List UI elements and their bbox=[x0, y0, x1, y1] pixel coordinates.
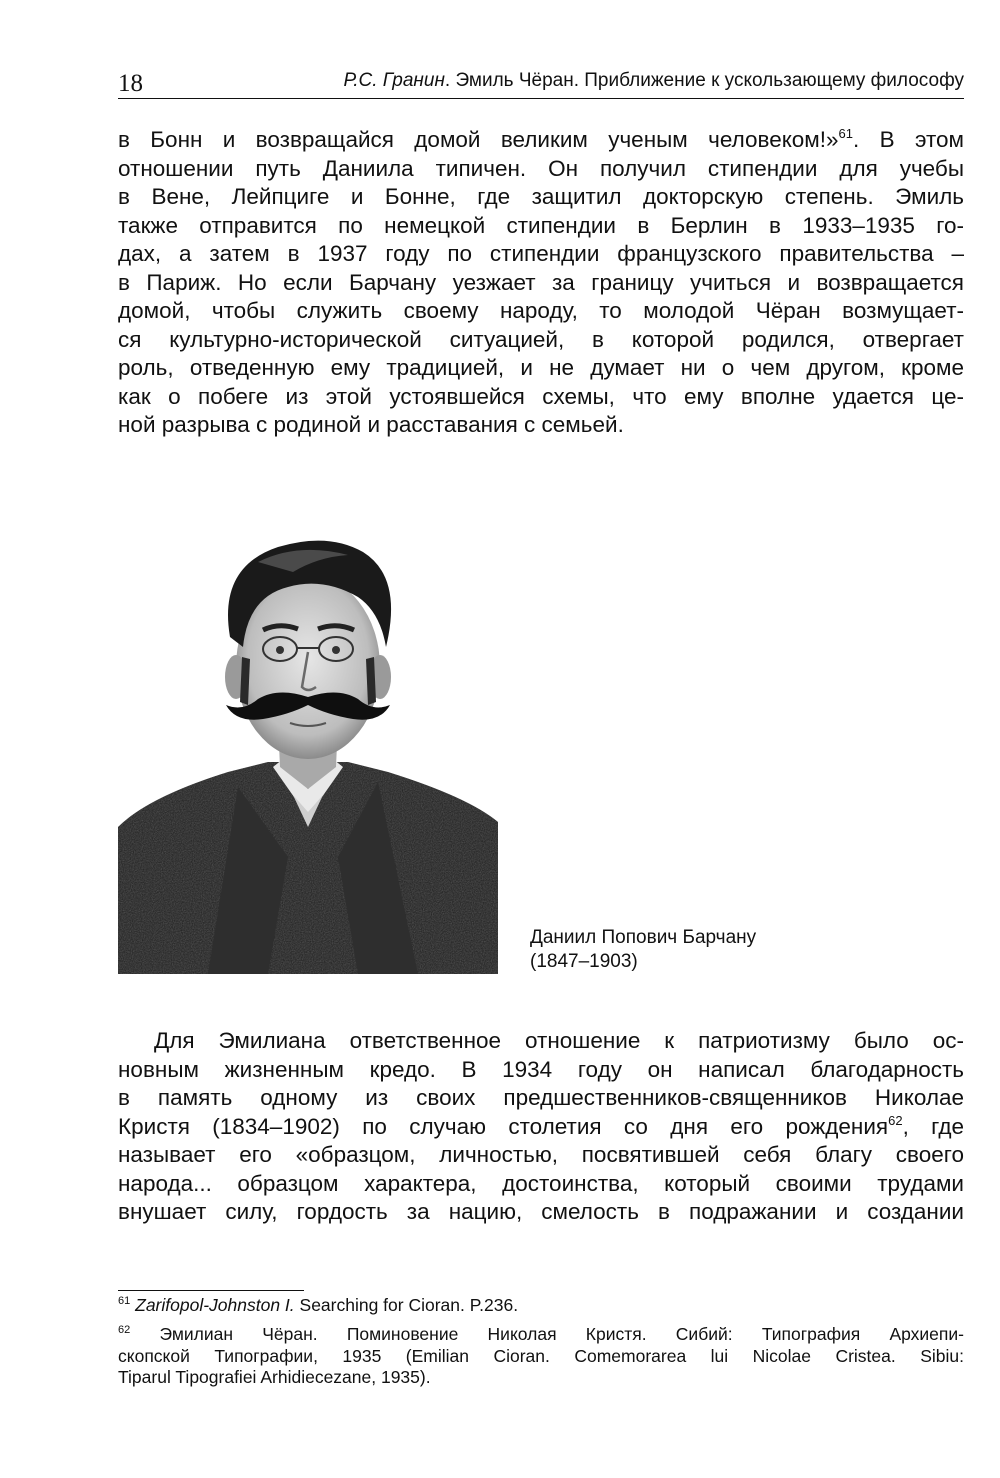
footnote-ref-61[interactable]: 61 bbox=[838, 126, 854, 141]
footnote-line: скопской Типографии, 1935 (Emilian Cioran. Comemorarea lui Nicolae Cristea. Sibiu: bbox=[118, 1345, 964, 1366]
text-line: новным жизненным кредо. В 1934 году он написал благодарность bbox=[118, 1056, 964, 1082]
caption-name: Даниил Попович Барчану bbox=[530, 927, 757, 948]
paragraph-1 bbox=[118, 126, 964, 440]
running-book-title: . Эмиль Чёран. Приближение к ускользающему философу bbox=[444, 70, 964, 91]
footnote-divider bbox=[118, 1290, 304, 1291]
text-line: в Париж. Но если Барчану уезжает за границу учиться и возвращается bbox=[118, 269, 964, 295]
footnote-ref-62[interactable]: 62 bbox=[888, 1112, 903, 1128]
text-line: также отправится по немецкой стипендии в Берлин в 1933–1935 го- bbox=[118, 212, 964, 238]
footnote-line: Tiparul Tipografiei Arhidiecezane, 1935). bbox=[118, 1367, 431, 1387]
text-line: называет его «образцом, личностью, посвятившей себя благу своего bbox=[118, 1142, 964, 1167]
text-line: как о побеге из этой устоявшейся схемы, что ему вполне удается це- bbox=[118, 383, 964, 409]
text-line: домой, чтобы служить своему народу, то молодой Чёран возмущает- bbox=[118, 298, 964, 323]
portrait-illustration bbox=[118, 527, 498, 974]
paragraph-2 bbox=[118, 1027, 964, 1227]
footnote-62 bbox=[118, 1324, 964, 1389]
text-line: Кристя (1834–1902) по случаю столетия со дня его рождения$^{62}$, где bbox=[118, 1112, 964, 1139]
footnote-61 bbox=[118, 1295, 964, 1317]
photo-caption bbox=[530, 926, 756, 974]
text-line: в Вене, Лейпциге и Бонне, где защитил докторскую степень. Эмиль bbox=[118, 184, 964, 209]
page-number: 18 bbox=[118, 70, 143, 97]
text-line: ся культурно-исторической ситуацией, в которой родился, отвергает bbox=[118, 326, 964, 352]
text-line: народа... образцом характера, достоинства, который своими трудами bbox=[118, 1170, 964, 1196]
text-line: ной разрыва с родиной и расставания с семьей. bbox=[118, 412, 624, 437]
text-line: дах, а затем в 1937 году по стипендии французского правительства – bbox=[118, 241, 964, 266]
running-title bbox=[344, 70, 964, 92]
text-line: роль, отведенную ему традицией, и не думает ни о чем другом, кроме bbox=[118, 355, 964, 380]
caption-years: (1847–1903) bbox=[530, 951, 638, 972]
running-header bbox=[118, 58, 964, 99]
text-line: отношении путь Даниила типичен. Он получил стипендии для учебы bbox=[118, 155, 964, 181]
footnote-line: $^{61}$ Zarifopol-Johnston I. Searching for Cioran. P.236. bbox=[118, 1295, 519, 1315]
text-line: в Бонн и возвращайся домой великим ученым человеком!»$^{61}$. В этом bbox=[118, 126, 964, 152]
text-line: Для Эмилиана ответственное отношение к патриотизму было ос- bbox=[154, 1028, 964, 1053]
text-line: в память одному из своих предшественников-священников Николае bbox=[118, 1085, 964, 1110]
text-line: внушает силу, гордость за нацию, смелость в подражании и создании bbox=[118, 1199, 964, 1224]
running-author: Р.С. Гранин bbox=[343, 70, 445, 91]
portrait-photo bbox=[118, 527, 498, 974]
footnote-line: $^{62}$ Эмилиан Чёран. Поминовение Николая Кристя. Сибий: Типография Архиепи- bbox=[118, 1324, 964, 1344]
